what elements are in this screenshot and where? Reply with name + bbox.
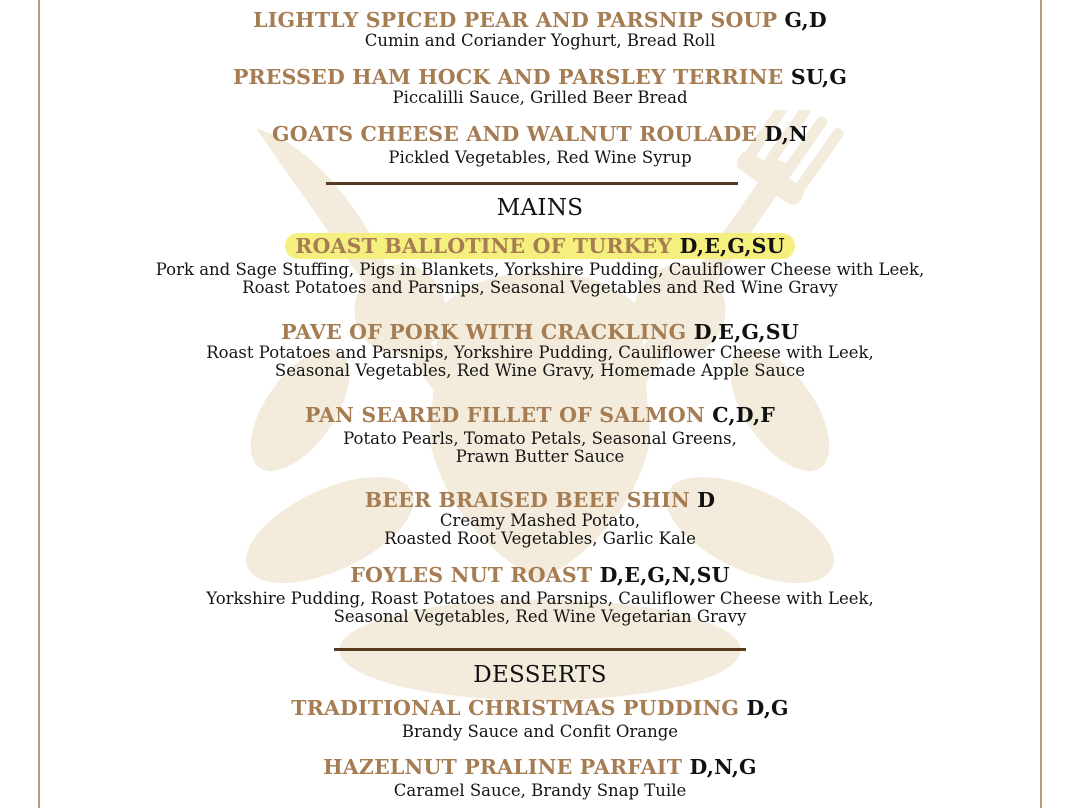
- allergen-codes: D: [697, 488, 716, 512]
- section-heading-desserts: DESSERTS: [473, 662, 607, 688]
- allergen-codes: D,E,G,SU: [679, 234, 785, 258]
- highlight-mark: [285, 233, 795, 259]
- allergen-codes: C,D,F: [712, 403, 776, 427]
- section-divider: [334, 648, 746, 651]
- dish-name: LIGHTLY SPICED PEAR AND PARSNIP SOUP: [253, 8, 778, 32]
- dish-hazelnut-parfait: [0, 755, 1080, 800]
- allergen-codes: G,D: [784, 8, 827, 32]
- dish-name: TRADITIONAL CHRISTMAS PUDDING: [291, 696, 740, 720]
- dish-description: Pork and Sage Stuffing, Pigs in Blankets, Yorkshire Pudding, Cauliflower Cheese with Leek,: [155, 260, 925, 279]
- dish-name: PAVE OF PORK WITH CRACKLING: [281, 320, 687, 344]
- dish-name: FOYLES NUT ROAST: [350, 563, 593, 587]
- dish-description: Potato Pearls, Tomato Petals, Seasonal Greens,: [343, 429, 737, 448]
- dish-name: GOATS CHEESE AND WALNUT ROULADE: [271, 122, 758, 146]
- dish-description: Cumin and Coriander Yoghurt, Bread Roll: [364, 31, 716, 50]
- dish-description: Yorkshire Pudding, Roast Potatoes and Parsnips, Cauliflower Cheese with Leek,: [206, 589, 874, 608]
- dish-description: Seasonal Vegetables, Red Wine Vegetarian Gravy: [333, 606, 747, 626]
- dish-description: Caramel Sauce, Brandy Snap Tuile: [393, 781, 687, 800]
- dish-beef-shin: [0, 488, 1080, 547]
- dish-pear-parsnip-soup: [0, 8, 1080, 50]
- dish-description: Roasted Root Vegetables, Garlic Kale: [384, 528, 696, 548]
- dish-description: Prawn Butter Sauce: [455, 446, 625, 466]
- dish-ham-hock-terrine: [0, 65, 1080, 107]
- allergen-codes: SU,G: [790, 65, 848, 89]
- dish-description: Piccalilli Sauce, Grilled Beer Bread: [392, 88, 688, 107]
- dish-description: Roast Potatoes and Parsnips, Yorkshire Pudding, Cauliflower Cheese with Leek,: [206, 343, 874, 362]
- allergen-codes: D,E,G,SU: [693, 320, 799, 344]
- dish-name: PRESSED HAM HOCK AND PARSLEY TERRINE: [232, 65, 784, 89]
- dish-name: ROAST BALLOTINE OF TURKEY: [295, 234, 673, 258]
- allergen-codes: D,G: [746, 696, 789, 720]
- dish-description: Seasonal Vegetables, Red Wine Gravy, Homemade Apple Sauce: [274, 360, 806, 380]
- allergen-codes: D,N: [764, 122, 808, 146]
- dish-description: Brandy Sauce and Confit Orange: [401, 722, 679, 741]
- dish-salmon-fillet: [0, 403, 1080, 465]
- dish-description: Roast Potatoes and Parsnips, Seasonal Vegetables and Red Wine Gravy: [242, 277, 838, 297]
- dish-name: HAZELNUT PRALINE PARFAIT: [323, 755, 683, 779]
- section-divider: [326, 182, 738, 185]
- dish-roast-turkey: [0, 234, 1080, 296]
- dish-pave-of-pork: [0, 320, 1080, 379]
- section-heading-mains: MAINS: [496, 195, 584, 221]
- dish-description: Pickled Vegetables, Red Wine Syrup: [388, 148, 692, 167]
- dish-description: Creamy Mashed Potato,: [439, 511, 641, 530]
- dish-name: PAN SEARED FILLET OF SALMON: [304, 403, 705, 427]
- dish-name: BEER BRAISED BEEF SHIN: [364, 488, 690, 512]
- allergen-codes: D,E,G,N,SU: [599, 563, 730, 587]
- dish-christmas-pudding: [0, 696, 1080, 741]
- allergen-codes: D,N,G: [689, 755, 757, 779]
- dish-nut-roast: [0, 563, 1080, 625]
- dish-goats-cheese-roulade: [0, 122, 1080, 167]
